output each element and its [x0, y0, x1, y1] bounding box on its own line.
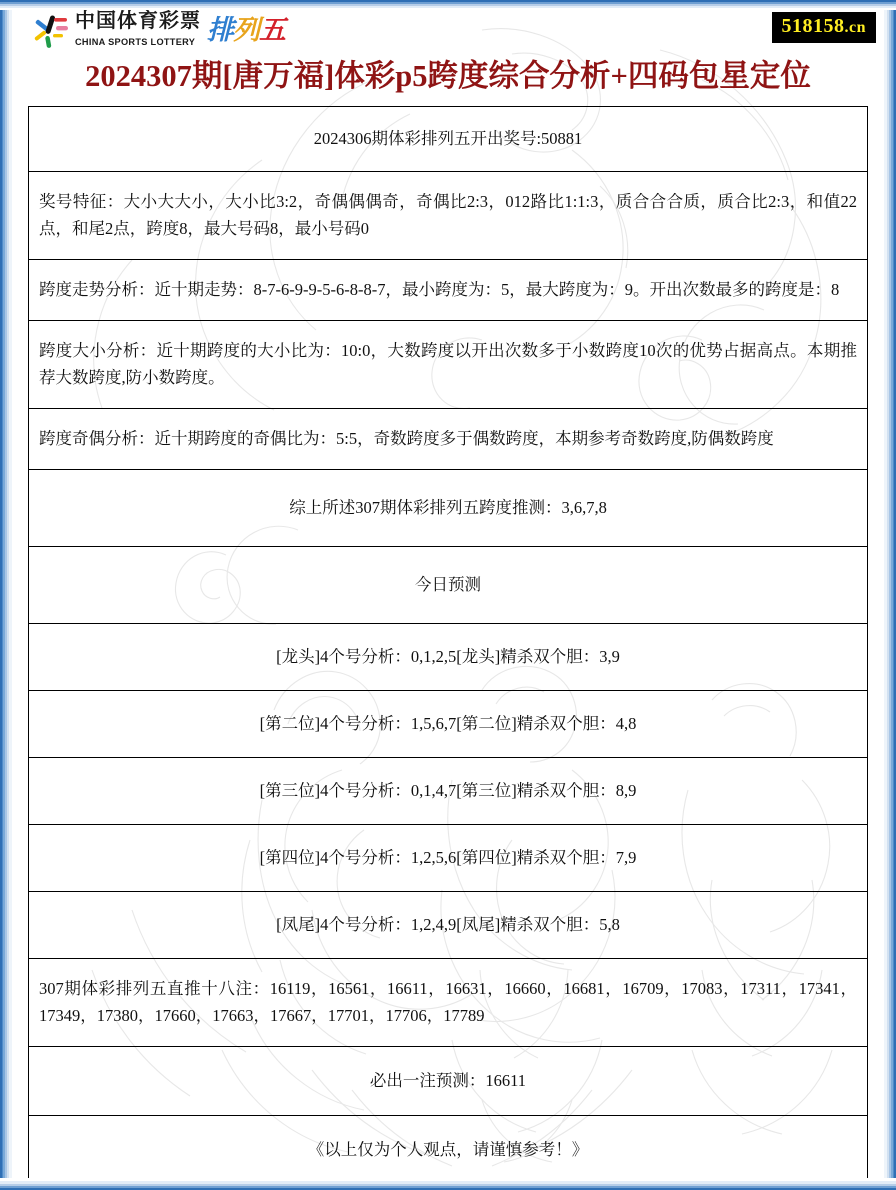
watermark-domain-text: 518158	[781, 15, 845, 37]
must-hit-text: 必出一注预测：16611	[369, 1071, 527, 1090]
position-4-cell	[29, 825, 868, 892]
span-summary-cell	[29, 470, 868, 547]
table-row	[29, 409, 868, 470]
table-row	[29, 260, 868, 321]
position-3-text: [第三位]4个号分析：0,1,4,7[第三位]精杀双个胆：8,9	[259, 781, 637, 800]
span-oddeven-text: 跨度奇偶分析：近十期跨度的奇偶比为：5:5，奇数跨度多于偶数跨度，本期参考奇数跨度,防偶数跨度	[39, 429, 774, 448]
position-1-text: [龙头]4个号分析：0,1,2,5[龙头]精杀双个胆：3,9	[276, 647, 620, 666]
position-4-text: [第四位]4个号分析：1,2,5,6[第四位]精杀双个胆：7,9	[259, 848, 637, 867]
table-row	[29, 758, 868, 825]
position-3-cell	[29, 758, 868, 825]
position-1-cell	[29, 624, 868, 691]
table-row	[29, 892, 868, 959]
table-row	[29, 1116, 868, 1185]
span-summary-text: 综上所述307期体彩排列五跨度推测：3,6,7,8	[289, 498, 607, 517]
draw-result-cell	[29, 107, 868, 172]
table-row	[29, 959, 868, 1047]
site-header	[14, 4, 882, 54]
span-trend-cell	[29, 260, 868, 321]
sports-lottery-logo	[32, 10, 285, 50]
table-row	[29, 172, 868, 260]
table-row	[29, 624, 868, 691]
draw-result-text: 2024306期体彩排列五开出奖号:50881	[313, 129, 583, 148]
position-5-text: [凤尾]4个号分析：1,2,4,9[凤尾]精杀双个胆：5,8	[276, 915, 620, 934]
today-prediction-header-cell	[29, 547, 868, 624]
analysis-table	[28, 106, 868, 1185]
number-feature-cell	[29, 172, 868, 260]
lottery-emblem-icon	[32, 12, 70, 48]
table-row	[29, 470, 868, 547]
watermark-tld-text: .cn	[844, 19, 866, 36]
logo-english-text: CHINA SPORTS LOTTERY	[75, 36, 196, 47]
span-size-cell	[29, 321, 868, 409]
position-2-text: [第二位]4个号分析：1,5,6,7[第二位]精杀双个胆：4,8	[259, 714, 637, 733]
span-oddeven-cell	[29, 409, 868, 470]
today-prediction-title: 今日预测	[415, 575, 481, 594]
table-row	[29, 691, 868, 758]
site-watermark-badge	[772, 12, 877, 43]
eighteen-bets-cell	[29, 959, 868, 1047]
must-hit-cell	[29, 1047, 868, 1116]
disclaimer-cell	[29, 1116, 868, 1185]
disclaimer-text: 《以上仅为个人观点，请谨慎参考！》	[307, 1140, 589, 1159]
logo-game-name: 排列五	[207, 15, 285, 45]
table-row	[29, 1047, 868, 1116]
content-wrapper	[0, 4, 896, 1185]
eighteen-bets-text: 307期体彩排列五直推十八注：16119，16561，16611，16631，16660，16681，16709，17083，17311，17341，17349，17380，17660，17663，17667，17701，17706，17789	[39, 979, 857, 1025]
table-row	[29, 107, 868, 172]
logo-chinese-text: 中国体育彩票	[75, 9, 201, 32]
table-row	[29, 547, 868, 624]
position-2-cell	[29, 691, 868, 758]
span-size-text: 跨度大小分析：近十期跨度的大小比为：10:0，大数跨度以开出次数多于小数跨度10次的优势占据高点。本期推荐大数跨度,防小数跨度。	[39, 341, 857, 387]
span-trend-text: 跨度走势分析：近十期走势：8-7-6-9-9-5-6-8-8-7，最小跨度为：5，最大跨度为：9。开出次数最多的跨度是：8	[39, 280, 840, 299]
page-title: 2024307期[唐万福]体彩p5跨度综合分析+四码包星定位	[85, 59, 811, 93]
number-feature-text: 奖号特征：大小大大小，大小比3:2，奇偶偶偶奇，奇偶比2:3，012路比1:1:3，质合合合质，质合比2:3，和值22点，和尾2点，跨度8，最大号码8，最小号码0	[39, 192, 857, 238]
table-row	[29, 825, 868, 892]
table-row	[29, 321, 868, 409]
position-5-cell	[29, 892, 868, 959]
